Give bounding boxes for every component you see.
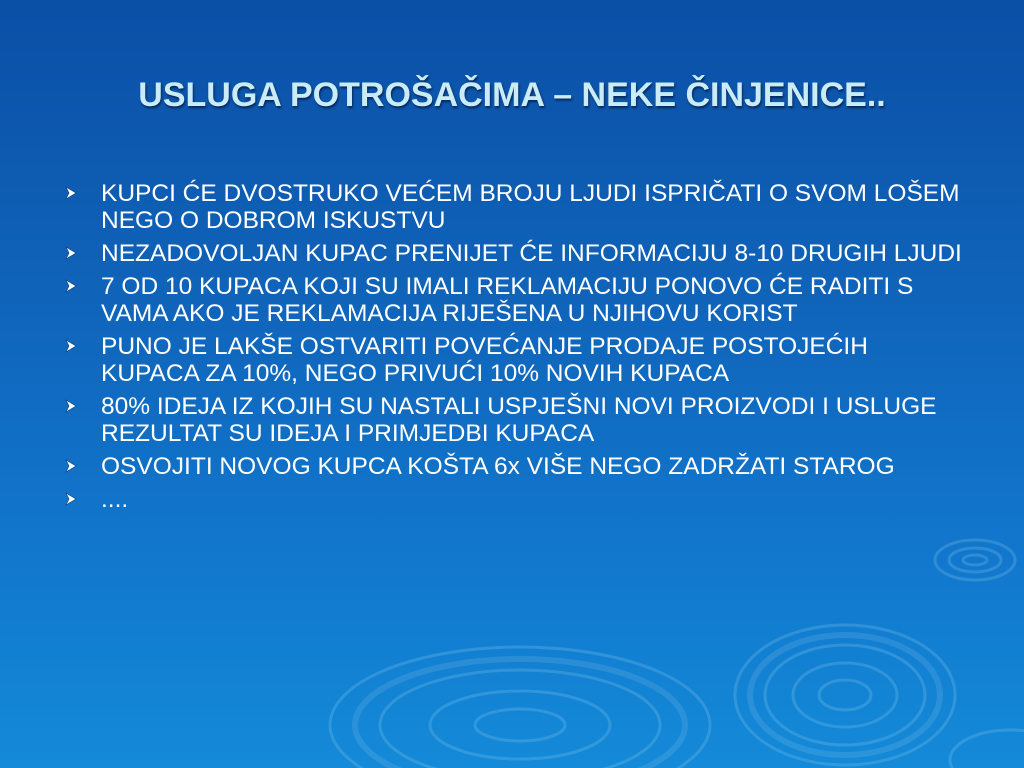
bullet-list <box>62 180 967 519</box>
arrow-bullet-icon <box>64 492 78 506</box>
bullet-text: KUPCI ĆE DVOSTRUKO VEĆEM BROJU LJUDI ISPRIČATI O SVOM LOŠEM NEGO O DOBROM ISKUSTVU <box>101 180 960 234</box>
arrow-bullet-icon <box>64 279 78 293</box>
bullet-text: .... <box>101 486 129 513</box>
bullet-text: 80% IDEJA IZ KOJIH SU NASTALI USPJEŠNI NOVI PROIZVODI I USLUGE REZULTAT SU IDEJA I PRIMJEDBI KUPACA <box>101 393 937 447</box>
bullet-item <box>62 273 967 327</box>
arrow-bullet-icon <box>64 246 78 260</box>
bullet-text: NEZADOVOLJAN KUPAC PRENIJET ĆE INFORMACIJU 8-10 DRUGIH LJUDI <box>101 240 962 267</box>
bullet-item <box>62 486 967 513</box>
arrow-bullet-icon <box>64 399 78 413</box>
bullet-item <box>62 180 967 234</box>
arrow-bullet-icon <box>64 339 78 353</box>
slide-title: USLUGA POTROŠAČIMA – NEKE ČINJENICE.. <box>138 76 886 114</box>
arrow-bullet-icon <box>64 186 78 200</box>
bullet-text: 7 OD 10 KUPACA KOJI SU IMALI REKLAMACIJU PONOVO ĆE RADITI S VAMA AKO JE REKLAMACIJA RIJEŠENA U NJIHOVU KORIST <box>101 273 914 327</box>
bullet-item <box>62 240 967 267</box>
bullet-text: PUNO JE LAKŠE OSTVARITI POVEĆANJE PRODAJE POSTOJEĆIH KUPACA ZA 10%, NEGO PRIVUĆI 10% NOVIH KUPACA <box>101 333 868 387</box>
bullet-item <box>62 453 967 480</box>
bullet-item <box>62 393 967 447</box>
arrow-bullet-icon <box>64 459 78 473</box>
bullet-text: OSVOJITI NOVOG KUPCA KOŠTA 6x VIŠE NEGO ZADRŽATI STAROG <box>101 453 895 480</box>
bullet-item <box>62 333 967 387</box>
